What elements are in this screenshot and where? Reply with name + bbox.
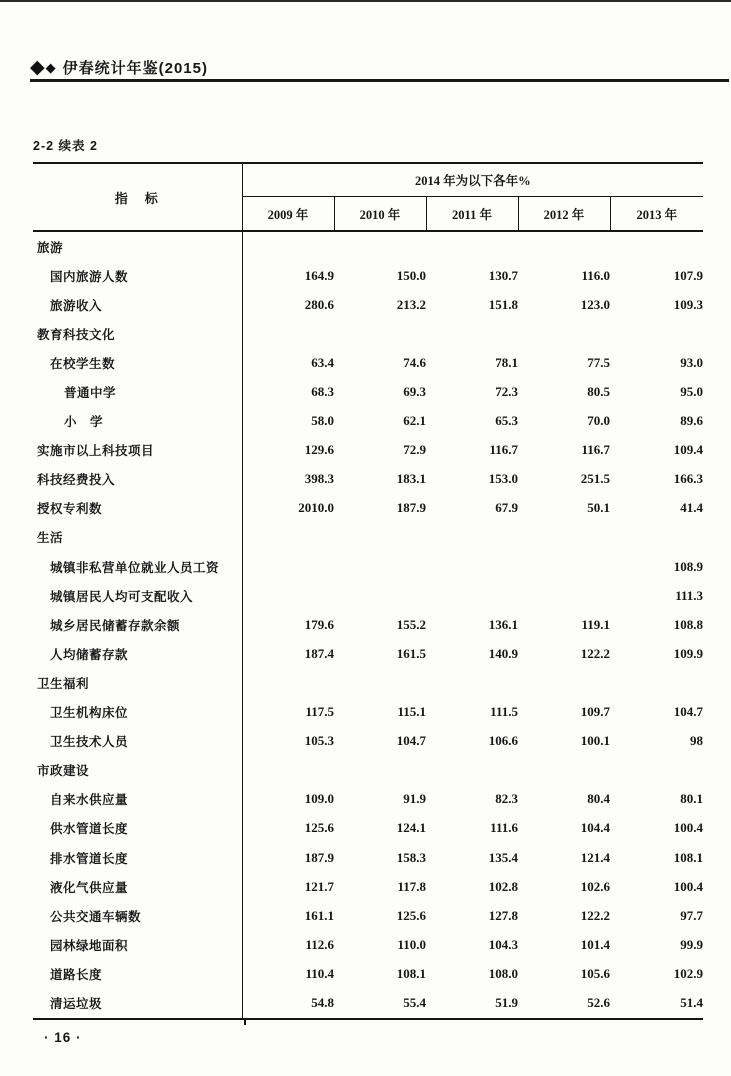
year-column-header: 2013 年 xyxy=(610,197,703,232)
cell-value xyxy=(242,756,334,785)
cell-value: 150.0 xyxy=(396,267,426,283)
cell-value: 108.0 xyxy=(488,965,518,981)
cell-value: 122.2 xyxy=(580,645,610,661)
span-column-header: 2014 年为以下各年% xyxy=(242,163,703,197)
cell-value: 55.4 xyxy=(403,994,426,1010)
row-label: 生活 xyxy=(33,523,242,552)
cell-value: 187.4 xyxy=(304,645,334,661)
cell-value: 130.7 xyxy=(488,267,518,283)
table-row xyxy=(33,348,703,377)
cell-value: 213.2 xyxy=(396,296,426,312)
statistics-table xyxy=(33,162,703,1020)
cell-value xyxy=(334,756,426,785)
cell-value: 105.3 xyxy=(304,733,334,749)
year-column-header: 2009 年 xyxy=(242,197,334,232)
cell-value xyxy=(334,581,426,610)
row-label: 市政建设 xyxy=(33,756,242,785)
cell-value: 62.1 xyxy=(403,413,426,429)
row-label: 国内旅游人数 xyxy=(33,261,242,290)
cell-value: 155.2 xyxy=(396,616,426,632)
table-row xyxy=(33,930,703,959)
cell-value: 74.6 xyxy=(403,354,426,370)
cell-value: 117.8 xyxy=(397,878,426,894)
cell-value: 166.3 xyxy=(673,471,704,487)
table-row xyxy=(33,261,703,290)
cell-value: 78.1 xyxy=(495,354,518,370)
cell-value: 111.5 xyxy=(490,704,518,720)
table-header xyxy=(33,163,703,231)
cell-value: 110.0 xyxy=(397,936,426,952)
row-label: 排水管道长度 xyxy=(33,843,242,872)
year-column-header: 2012 年 xyxy=(518,197,610,232)
table-row xyxy=(33,901,703,930)
cell-value: 187.9 xyxy=(304,849,334,865)
table-row xyxy=(33,581,703,610)
year-column-header: 2010 年 xyxy=(334,197,426,232)
table-row xyxy=(33,727,703,756)
cell-value: 63.4 xyxy=(311,354,334,370)
cell-value xyxy=(426,319,518,348)
row-label: 科技经费投入 xyxy=(33,465,242,494)
cell-value: 117.5 xyxy=(305,704,334,720)
cell-value: 108.8 xyxy=(673,616,704,632)
cell-value: 102.9 xyxy=(673,965,704,981)
row-label: 人均储蓄存款 xyxy=(33,639,242,668)
table-row xyxy=(33,231,703,261)
cell-value xyxy=(610,756,703,785)
cell-value: 100.1 xyxy=(580,733,610,749)
cell-value: 135.4 xyxy=(488,849,518,865)
cell-value: 72.3 xyxy=(495,384,518,400)
cell-value: 58.0 xyxy=(311,413,334,429)
cell-value: 89.6 xyxy=(680,413,704,429)
table-row xyxy=(33,843,703,872)
cell-value: 153.0 xyxy=(488,471,518,487)
cell-value: 95.0 xyxy=(680,384,704,400)
table-body xyxy=(33,231,703,1019)
table-number-label: 2-2 续表 2 xyxy=(33,139,98,153)
cell-value: 127.8 xyxy=(488,907,518,923)
cell-value: 97.7 xyxy=(680,907,704,923)
cell-value xyxy=(334,552,426,581)
cell-value xyxy=(426,668,518,697)
table-row xyxy=(33,523,703,552)
cell-value: 72.9 xyxy=(403,442,426,458)
cell-value: 54.8 xyxy=(311,994,334,1010)
table-row xyxy=(33,377,703,406)
cell-value: 111.6 xyxy=(490,820,518,836)
cell-value: 93.0 xyxy=(680,354,704,370)
cell-value xyxy=(518,756,610,785)
row-label: 实施市以上科技项目 xyxy=(33,436,242,465)
cell-value: 104.7 xyxy=(396,733,426,749)
table-row xyxy=(33,668,703,697)
row-label: 城镇非私营单位就业人员工资 xyxy=(33,552,242,581)
diamond-icon: ◆ xyxy=(45,59,56,75)
cell-value xyxy=(518,668,610,697)
table-row xyxy=(33,698,703,727)
table-row xyxy=(33,610,703,639)
diamond-icon: ◆ xyxy=(30,56,45,78)
cell-value: 109.0 xyxy=(304,791,334,807)
cell-value: 179.6 xyxy=(304,616,334,632)
cell-value: 161.1 xyxy=(304,907,334,923)
row-label: 卫生机构床位 xyxy=(33,698,242,727)
cell-value: 108.9 xyxy=(673,558,704,574)
cell-value: 183.1 xyxy=(396,471,426,487)
cell-value xyxy=(242,231,334,261)
cell-value: 111.3 xyxy=(675,587,704,603)
cell-value xyxy=(426,523,518,552)
cell-value: 91.9 xyxy=(403,791,426,807)
cell-value xyxy=(242,668,334,697)
cell-value: 67.9 xyxy=(495,500,518,516)
table-row xyxy=(33,872,703,901)
cell-value xyxy=(518,319,610,348)
cell-value: 164.9 xyxy=(304,267,334,283)
row-label: 清运垃圾 xyxy=(33,988,242,1018)
page-number: · 16 · xyxy=(44,1030,82,1045)
table-row xyxy=(33,319,703,348)
cell-value: 51.9 xyxy=(495,994,518,1010)
cell-value: 80.5 xyxy=(587,384,610,400)
cell-value: 2010.0 xyxy=(298,500,334,516)
cell-value: 70.0 xyxy=(587,413,610,429)
table-row xyxy=(33,407,703,436)
cell-value: 77.5 xyxy=(587,354,610,370)
cell-value: 116.7 xyxy=(489,442,518,458)
cell-value xyxy=(610,231,703,261)
row-label: 旅游收入 xyxy=(33,290,242,319)
cell-value xyxy=(518,523,610,552)
cell-value xyxy=(334,319,426,348)
cell-value: 50.1 xyxy=(587,500,610,516)
cell-value: 121.4 xyxy=(580,849,610,865)
row-label: 公共交通车辆数 xyxy=(33,901,242,930)
cell-value: 99.9 xyxy=(680,936,704,952)
cell-value: 82.3 xyxy=(495,791,518,807)
row-label: 卫生技术人员 xyxy=(33,727,242,756)
cell-value: 80.4 xyxy=(587,791,610,807)
table-row xyxy=(33,290,703,319)
row-label: 城乡居民储蓄存款余额 xyxy=(33,610,242,639)
cell-value: 102.8 xyxy=(488,878,518,894)
cell-value: 109.7 xyxy=(580,704,610,720)
row-label: 园林绿地面积 xyxy=(33,930,242,959)
cell-value xyxy=(518,581,610,610)
table-row xyxy=(33,756,703,785)
cell-value: 125.6 xyxy=(304,820,334,836)
cell-value: 187.9 xyxy=(396,500,426,516)
cell-value: 109.4 xyxy=(673,442,704,458)
cell-value: 100.4 xyxy=(673,820,704,836)
cell-value: 68.3 xyxy=(311,384,334,400)
cell-value xyxy=(242,523,334,552)
row-label: 教育科技文化 xyxy=(33,319,242,348)
indicator-column-header: 指 标 xyxy=(33,163,242,231)
cell-value: 108.1 xyxy=(396,965,426,981)
table-row xyxy=(33,785,703,814)
cell-value xyxy=(518,552,610,581)
cell-value xyxy=(518,231,610,261)
row-label: 道路长度 xyxy=(33,959,242,988)
table-row xyxy=(33,552,703,581)
row-label: 供水管道长度 xyxy=(33,814,242,843)
cell-value: 110.4 xyxy=(305,965,334,981)
table-row xyxy=(33,814,703,843)
table-row xyxy=(33,639,703,668)
row-label: 普通中学 xyxy=(33,377,242,406)
cell-value: 119.1 xyxy=(581,616,610,632)
scan-edge-line xyxy=(0,0,731,2)
cell-value xyxy=(426,756,518,785)
cell-value xyxy=(610,319,703,348)
cell-value: 101.4 xyxy=(580,936,610,952)
cell-value: 104.4 xyxy=(580,820,610,836)
table-row xyxy=(33,959,703,988)
cell-value: 140.9 xyxy=(488,645,518,661)
cell-value: 65.3 xyxy=(495,413,518,429)
cell-value xyxy=(610,523,703,552)
table-row xyxy=(33,436,703,465)
cell-value: 98 xyxy=(690,733,704,749)
cell-value: 161.5 xyxy=(396,645,426,661)
row-label: 授权专利数 xyxy=(33,494,242,523)
row-label: 城镇居民人均可支配收入 xyxy=(33,581,242,610)
row-label: 旅游 xyxy=(33,231,242,261)
table-row xyxy=(33,465,703,494)
cell-value: 116.0 xyxy=(581,267,610,283)
cell-value xyxy=(334,668,426,697)
row-label: 自来水供应量 xyxy=(33,785,242,814)
cell-value: 69.3 xyxy=(403,384,426,400)
yearbook-title: 伊春统计年鉴(2015) xyxy=(62,59,208,77)
cell-value: 100.4 xyxy=(673,878,704,894)
cell-value: 109.3 xyxy=(673,296,704,312)
cell-value: 136.1 xyxy=(488,616,518,632)
cell-value: 104.3 xyxy=(488,936,518,952)
cell-value: 116.7 xyxy=(581,442,610,458)
row-label: 在校学生数 xyxy=(33,348,242,377)
row-label: 卫生福利 xyxy=(33,668,242,697)
table-row xyxy=(33,494,703,523)
cell-value: 122.2 xyxy=(580,907,610,923)
cell-value: 105.6 xyxy=(580,965,610,981)
cell-value xyxy=(242,319,334,348)
cell-value: 124.1 xyxy=(396,820,426,836)
cell-value xyxy=(426,231,518,261)
cell-value xyxy=(334,231,426,261)
divider-overshoot-mark xyxy=(244,1018,246,1025)
cell-value: 52.6 xyxy=(587,994,610,1010)
cell-value: 108.1 xyxy=(673,849,704,865)
cell-value xyxy=(334,523,426,552)
cell-value: 107.9 xyxy=(673,267,704,283)
cell-value: 41.4 xyxy=(680,500,704,516)
table-row xyxy=(33,988,703,1018)
page-header xyxy=(30,55,208,79)
cell-value: 158.3 xyxy=(396,849,426,865)
cell-value: 115.1 xyxy=(397,704,426,720)
cell-value: 80.1 xyxy=(680,791,704,807)
cell-value: 398.3 xyxy=(304,471,334,487)
row-label: 小 学 xyxy=(33,407,242,436)
cell-value: 123.0 xyxy=(580,296,610,312)
row-label: 液化气供应量 xyxy=(33,872,242,901)
cell-value: 280.6 xyxy=(304,296,334,312)
cell-value xyxy=(426,552,518,581)
header-rule xyxy=(30,79,729,82)
cell-value: 104.7 xyxy=(673,704,704,720)
year-column-header: 2011 年 xyxy=(426,197,518,232)
cell-value: 121.7 xyxy=(304,878,334,894)
cell-value xyxy=(426,581,518,610)
cell-value: 51.4 xyxy=(680,994,704,1010)
cell-value xyxy=(610,668,703,697)
cell-value: 102.6 xyxy=(580,878,610,894)
cell-value: 151.8 xyxy=(488,296,518,312)
cell-value: 106.6 xyxy=(488,733,518,749)
cell-value xyxy=(242,581,334,610)
cell-value xyxy=(242,552,334,581)
cell-value: 251.5 xyxy=(580,471,610,487)
cell-value: 109.9 xyxy=(673,645,704,661)
cell-value: 112.6 xyxy=(305,936,334,952)
cell-value: 125.6 xyxy=(396,907,426,923)
cell-value: 129.6 xyxy=(304,442,334,458)
